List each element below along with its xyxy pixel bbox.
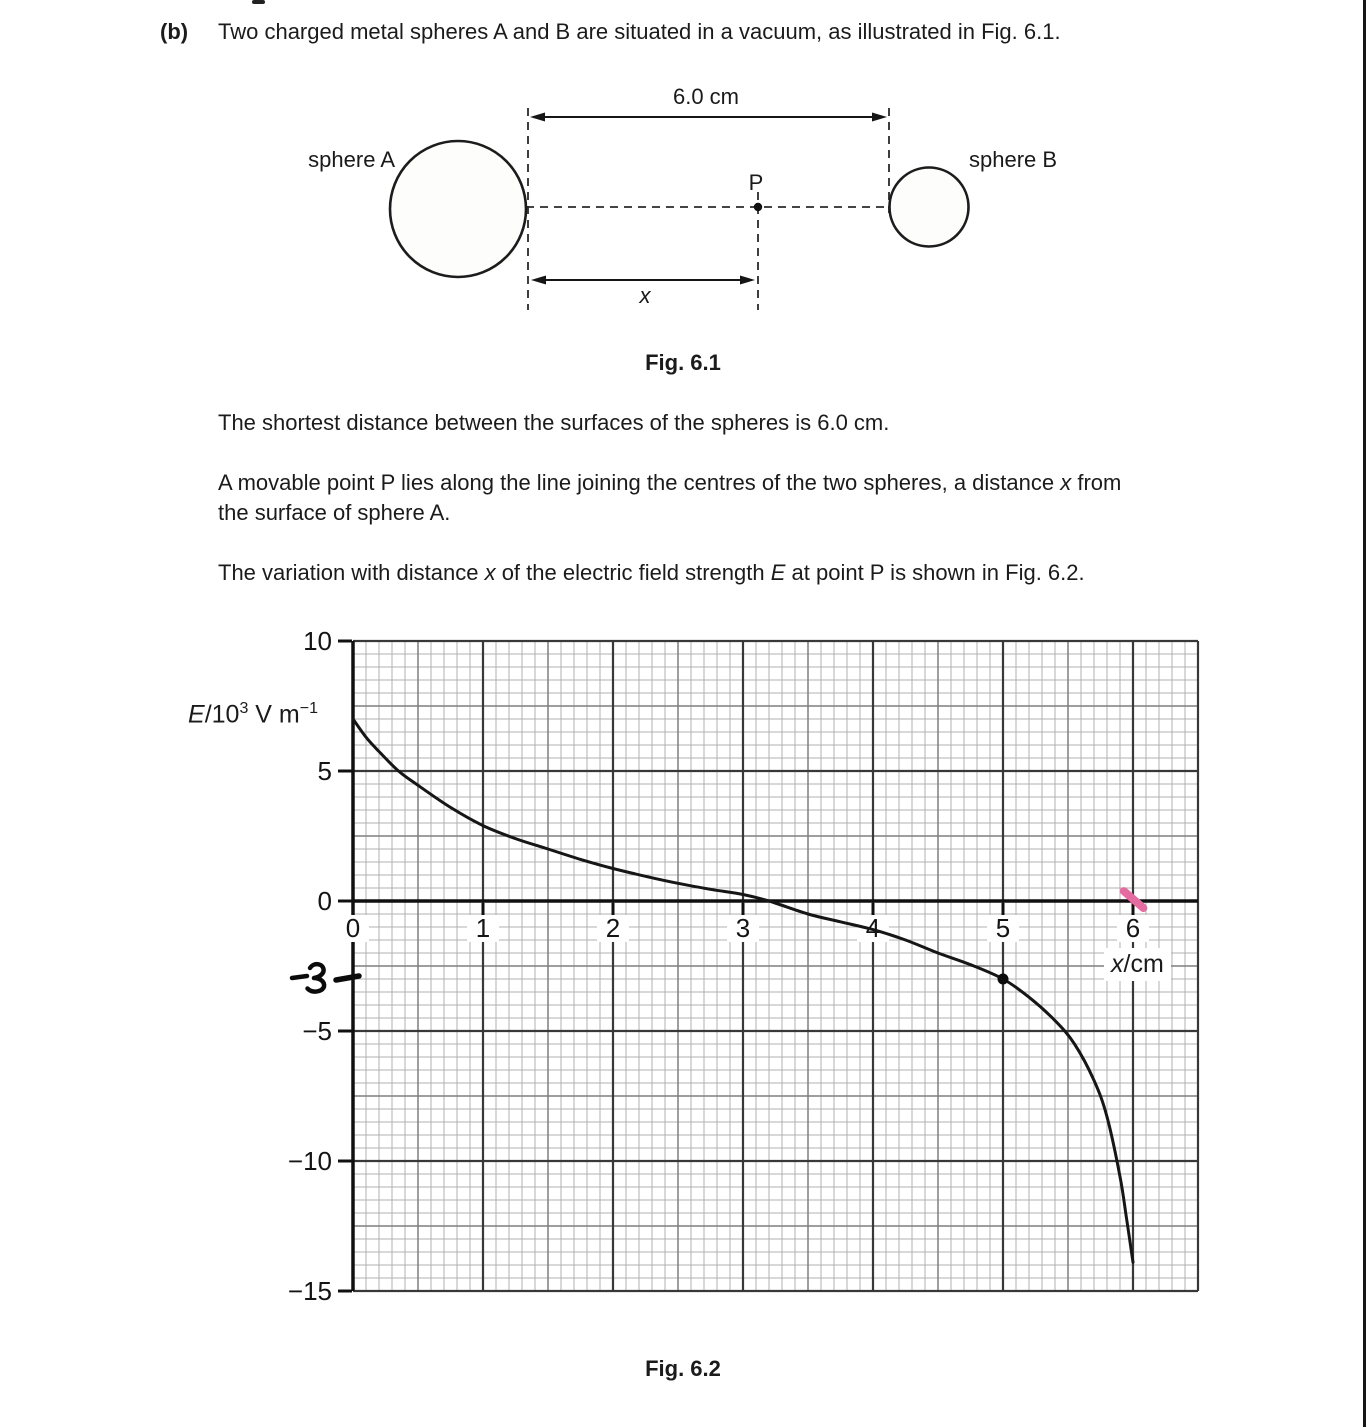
x-axis-label: x/cm [1104, 948, 1171, 981]
marked-data-point [998, 974, 1009, 985]
intro-text: Two charged metal spheres A and B are situated in a vacuum, as illustrated in Fig. 6.1. [218, 19, 1061, 44]
para-text: from [1071, 470, 1122, 495]
part-label: (b) [160, 19, 189, 44]
fig-6-1-diagram [250, 72, 1100, 320]
grid-lines [353, 641, 1198, 1291]
x-tick-label: 2 [605, 913, 621, 943]
para-text: the surface of sphere A. [218, 500, 451, 525]
y-tick-label: −5 [302, 1016, 332, 1046]
point-p-label: P [748, 170, 764, 195]
fig-6-1-caption: Fig. 6.1 [645, 350, 721, 375]
para-text: of the electric field strength [495, 560, 771, 585]
x-tick-label: 0 [345, 913, 361, 943]
var-x: x [1111, 950, 1124, 978]
y-tick-label: −15 [287, 1276, 332, 1306]
var-x: x [1060, 470, 1072, 495]
var-x: x [484, 560, 496, 585]
question-part-b [160, 18, 1061, 46]
para-text: The variation with distance [218, 560, 485, 585]
var-e: E [188, 700, 205, 729]
fig-6-2-caption: Fig. 6.2 [645, 1356, 721, 1381]
handwritten-minus-3 [292, 964, 359, 991]
point-p-dot [754, 203, 762, 211]
x-tick-label: 4 [865, 913, 881, 943]
y-tick-label: −10 [287, 1146, 332, 1176]
var-e: E [770, 560, 786, 585]
distance-x-label: x [639, 283, 651, 308]
para-shortest-distance: The shortest distance between the surfaces of the spheres is 6.0 cm. [218, 410, 890, 435]
x-tick-label: 5 [995, 913, 1011, 943]
sphere-b-circle [890, 168, 969, 247]
para-text: at point P is shown in Fig. 6.2. [785, 560, 1085, 585]
para-movable-point [218, 468, 1121, 528]
sphere-b-label: sphere B [969, 147, 1058, 172]
sphere-a-circle [390, 141, 526, 277]
x-tick-label: 6 [1125, 913, 1141, 943]
y-tick-label: 10 [303, 626, 332, 656]
x-tick-label: 3 [735, 913, 751, 943]
scan-artifact-top [252, 0, 265, 4]
y-tick-label: 0 [317, 886, 332, 916]
x-tick-label: 1 [475, 913, 491, 943]
distance-6cm-label: 6.0 cm [672, 84, 740, 109]
y-axis-label: $E/10^3$ V $m^{-1}$ [188, 700, 319, 729]
sphere-a-label: sphere A [308, 147, 395, 172]
distance-arrow-6cm [530, 113, 887, 122]
para-text: A movable point P lies along the line joining the centres of the two spheres, a distance [218, 470, 1061, 495]
y-tick-label: 5 [317, 756, 332, 786]
para-variation [218, 558, 1085, 588]
